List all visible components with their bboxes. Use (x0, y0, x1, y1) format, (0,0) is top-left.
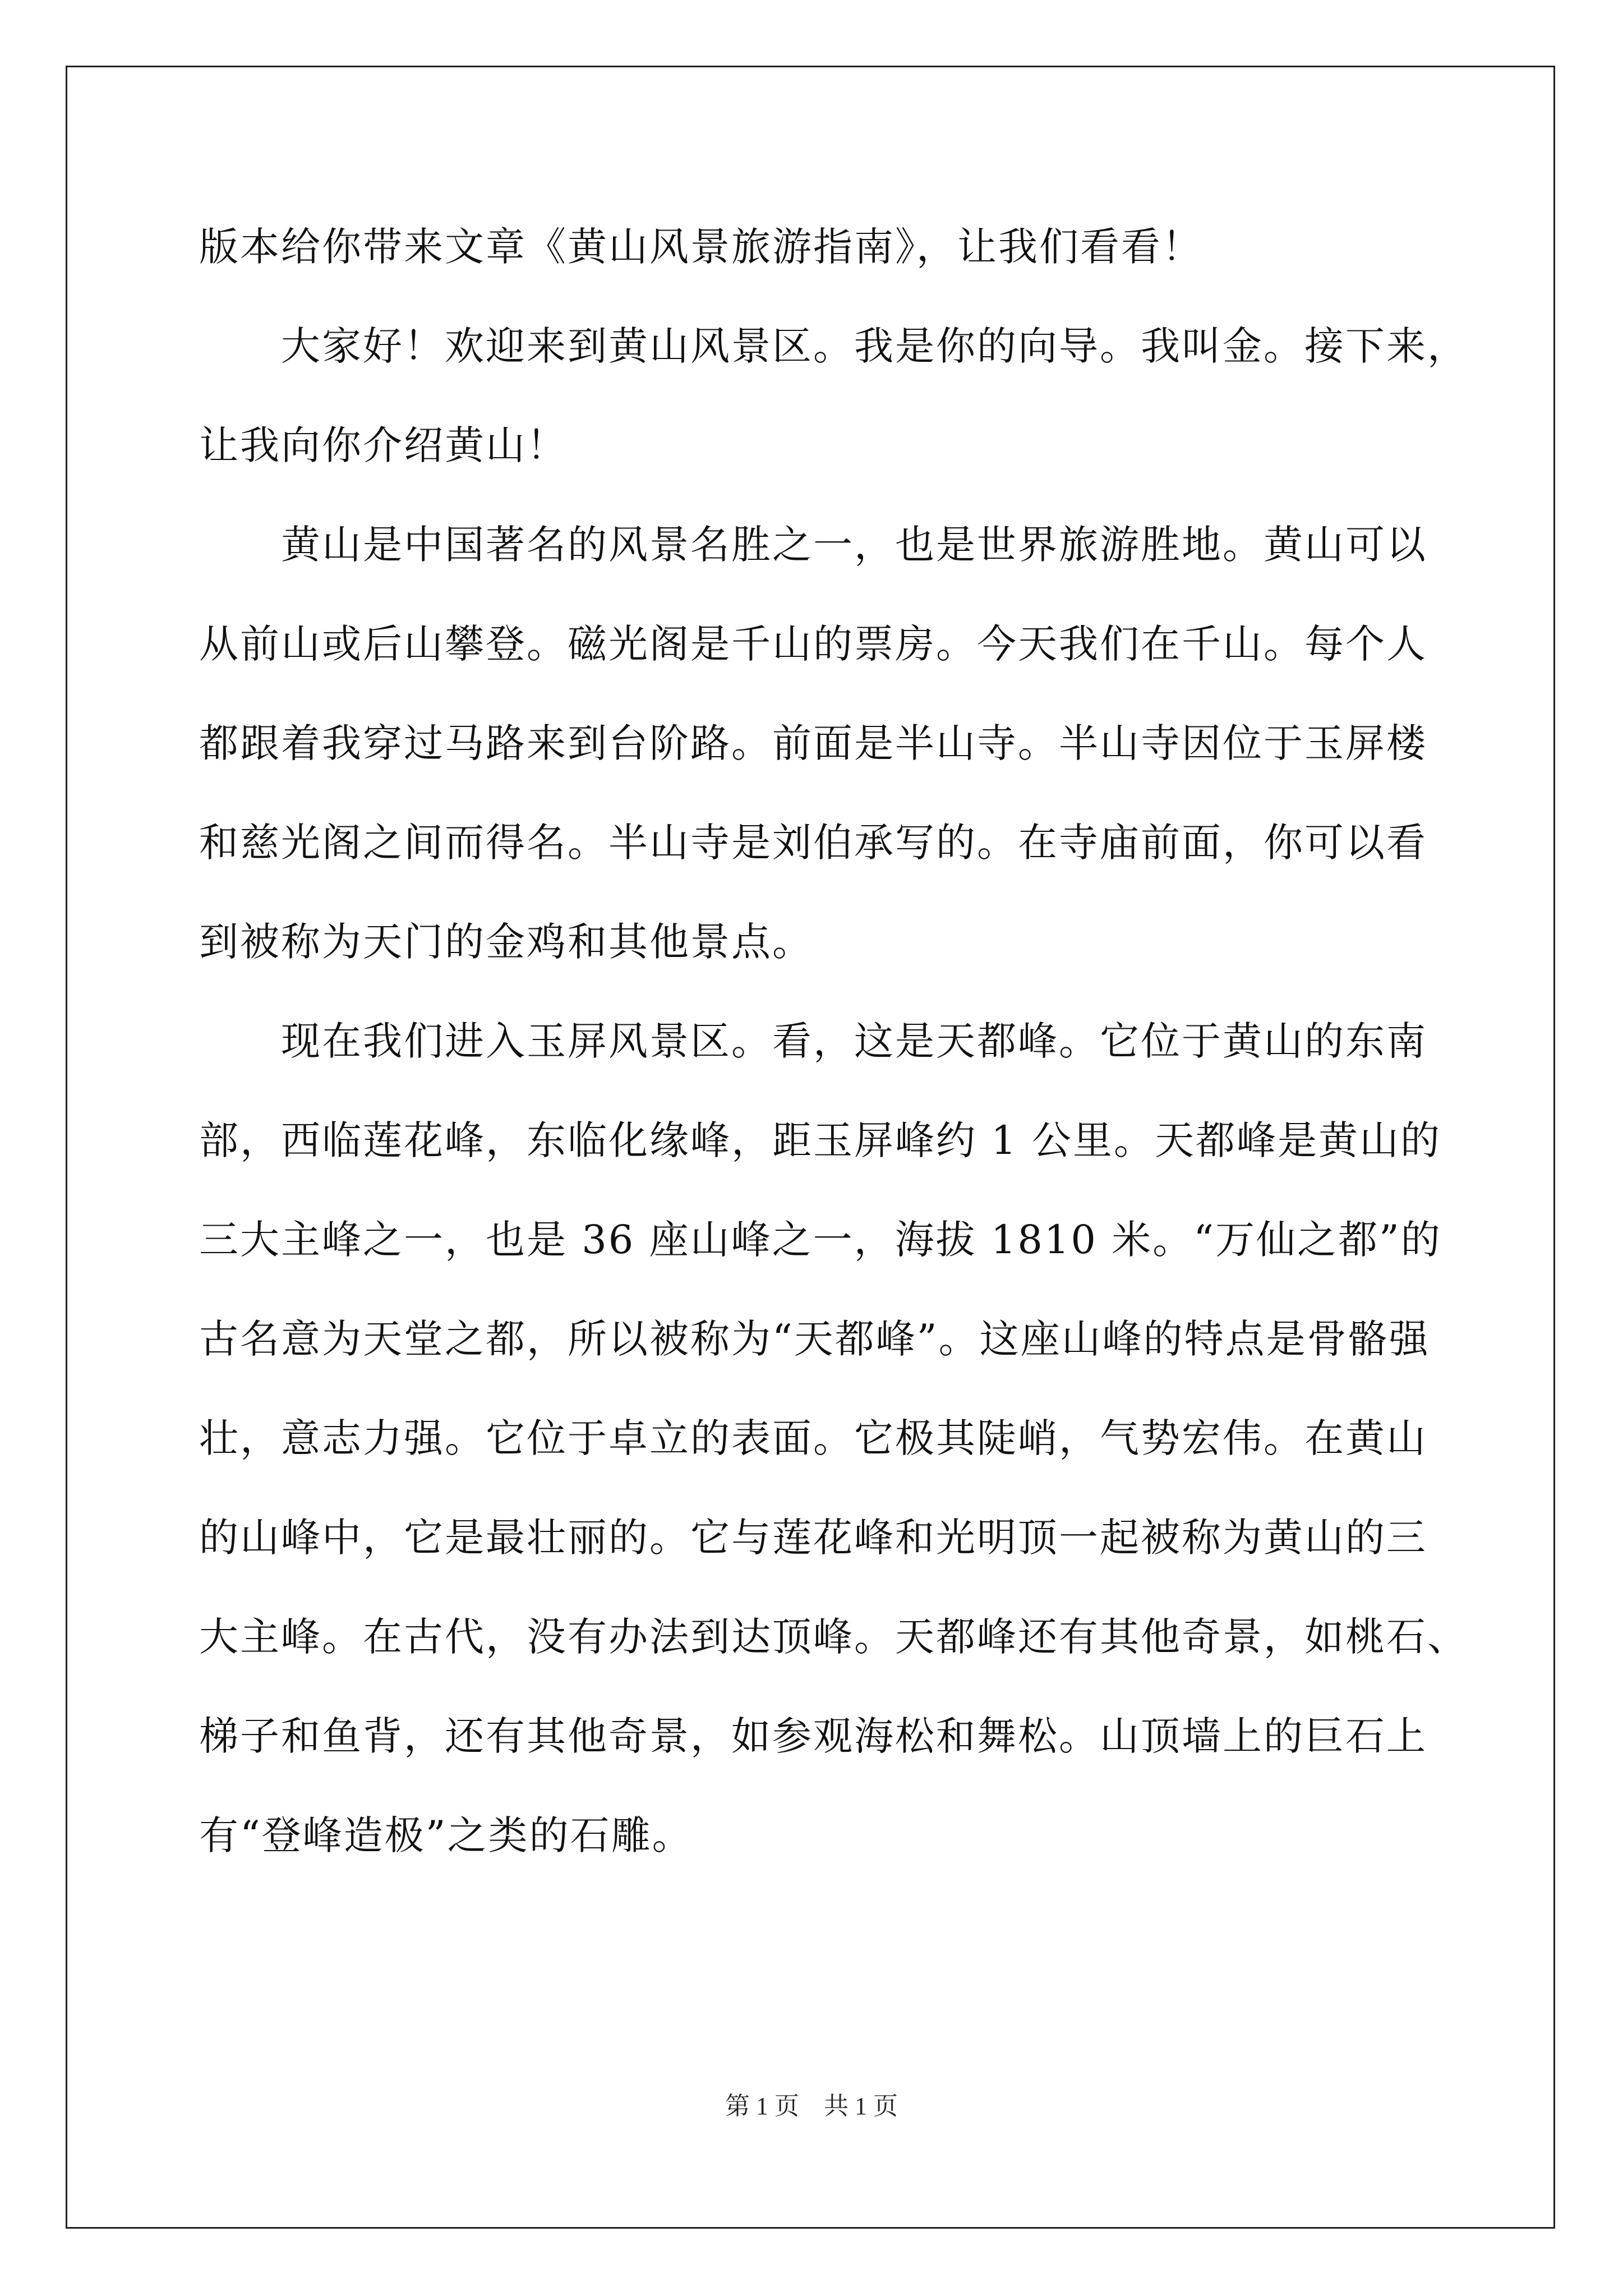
text-line-17: 有“登峰造极”之类的石雕。 (199, 1812, 693, 1858)
text-line-2: 大家好！欢迎来到黄山风景区。我是你的向导。我叫金。接下来， (281, 323, 1468, 369)
text-line-6: 都跟着我穿过马路来到台阶路。前面是半山寺。半山寺因位于玉屏楼 (199, 720, 1427, 766)
text-line-15: 大主峰。在古代，没有办法到达顶峰。天都峰还有其他奇景，如桃石、 (199, 1614, 1468, 1660)
text-line-5: 从前山或后山攀登。磁光阁是千山的票房。今天我们在千山。每个人 (199, 621, 1427, 667)
text-line-13: 壮，意志力强。它位于卓立的表面。它极其陡峭，气势宏伟。在黄山 (199, 1415, 1427, 1461)
text-line-11: 三大主峰之一，也是 36 座山峰之一，海拔 1810 米。“万仙之都”的 (199, 1217, 1442, 1263)
text-line-3: 让我向你介绍黄山！ (199, 422, 568, 468)
text-line-1: 版本给你带来文章《黄山风景旅游指南》，让我们看看！ (199, 224, 1203, 270)
page-footer: 第 1 页 共 1 页 (725, 2092, 898, 2120)
text-line-10: 部，西临莲花峰，东临化缘峰，距玉屏峰约 1 公里。天都峰是黄山的 (199, 1117, 1442, 1163)
text-line-14: 的山峰中，它是最壮丽的。它与莲花峰和光明顶一起被称为黄山的三 (199, 1515, 1427, 1561)
text-line-4: 黄山是中国著名的风景名胜之一，也是世界旅游胜地。黄山可以 (281, 522, 1427, 568)
text-line-12: 古名意为天堂之都，所以被称为“天都峰”。这座山峰的特点是骨骼强 (199, 1316, 1430, 1362)
document-body (199, 216, 1468, 1904)
text-line-8: 到被称为天门的金鸡和其他景点。 (199, 919, 813, 965)
text-line-7: 和慈光阁之间而得名。半山寺是刘伯承写的。在寺庙前面，你可以看 (199, 820, 1427, 866)
text-line-9: 现在我们进入玉屏风景区。看，这是天都峰。它位于黄山的东南 (281, 1018, 1427, 1064)
text-line-16: 梯子和鱼背，还有其他奇景，如参观海松和舞松。山顶墙上的巨石上 (199, 1713, 1427, 1759)
